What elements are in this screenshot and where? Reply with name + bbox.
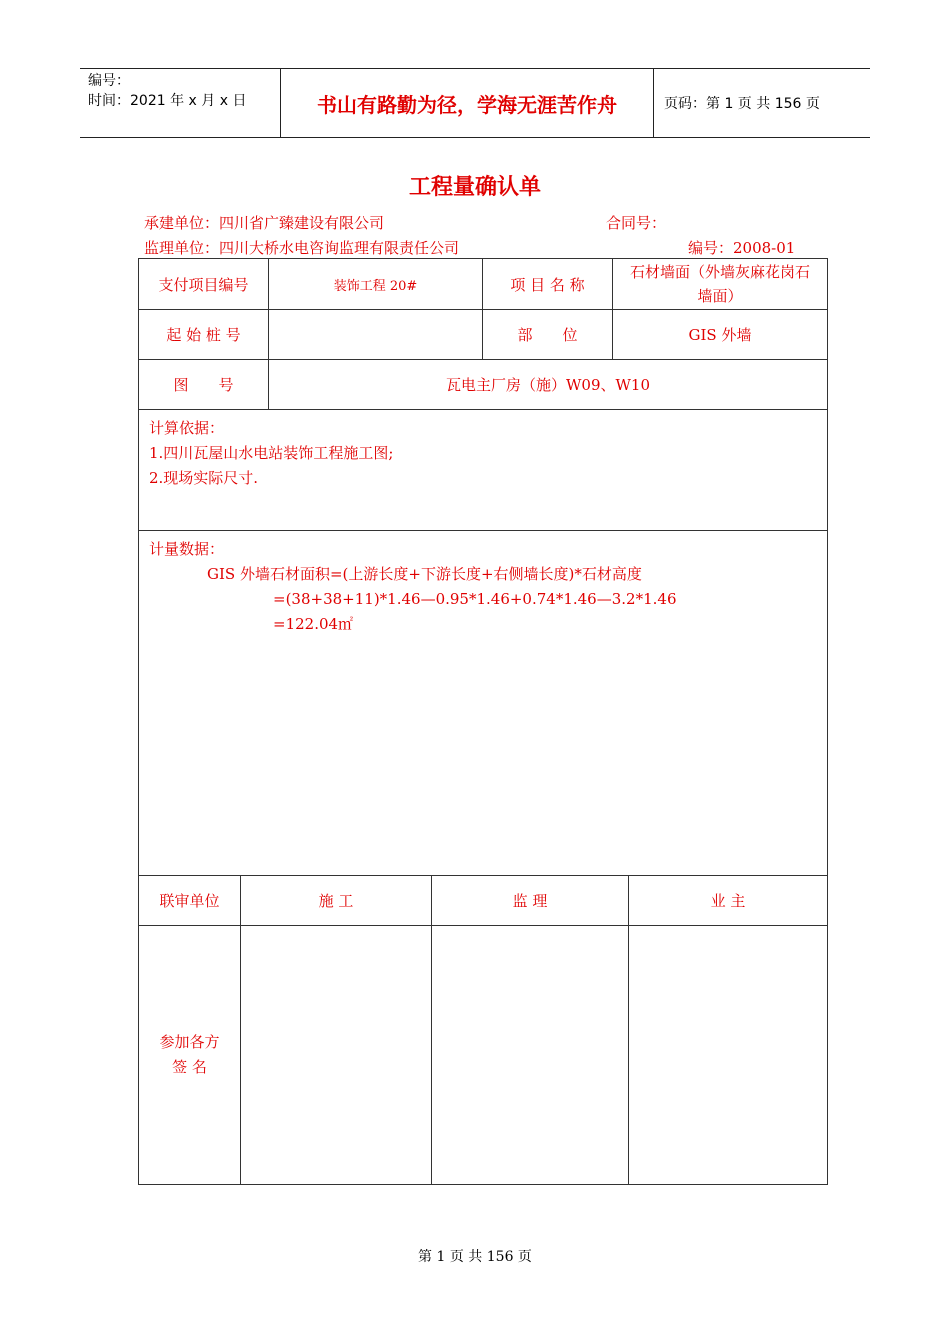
signatures-label-line-2: 签 名 [172,1058,207,1076]
table-row-review [139,876,827,926]
table-row-measurement [139,531,827,876]
table-row-basis [139,410,827,531]
signatures-label [139,926,241,1184]
contract-number: 合同号： [606,214,667,232]
station-value [269,310,483,359]
basis-label: 计算依据： [149,419,225,437]
contractor-info: 承建单位：四川省广臻建设有限公司 [144,214,385,232]
drawing-value: 瓦电主厂房（施）W09、W10 [445,376,650,394]
header-time: 时间：2021 年 x 月 x 日 [88,93,247,109]
page-header [80,68,870,138]
construction-header: 施 工 [241,876,432,925]
pay-item-label: 支付项目编号 [139,259,269,309]
supervision-header: 监 理 [432,876,629,925]
owner-signature [629,926,827,1184]
drawing-label: 图 号 [139,360,269,409]
signatures-label-line-1: 参加各方 [159,1033,220,1051]
pay-item-value: 装饰工程 20# [269,259,483,309]
part-value: GIS 外墙 [688,326,752,344]
formula-line-3: =122.04㎡ [273,615,354,633]
construction-signature [241,926,432,1184]
header-motto: 书山有路勤为径，学海无涯苦作舟 [281,69,654,137]
project-name-label: 项 目 名 称 [483,259,613,309]
header-meta [80,69,281,137]
supervision-signature [432,926,629,1184]
review-label: 联审单位 [139,876,241,925]
formula-line-2: =(38+38+11)*1.46—0.95*1.46+0.74*1.46—3.2*1.46 [273,590,677,608]
basis-item-1: 1.四川瓦屋山水电站装饰工程施工图; [149,444,394,462]
table-row-signatures [139,926,827,1184]
formula-line-1: GIS 外墙石材面积=(上游长度+下游长度+右侧墙长度)*石材高度 [207,565,642,583]
project-name-value: 石材墙面（外墙灰麻花岗石墙面） [629,263,810,305]
table-row-drawing [139,360,827,410]
calculation-basis [139,410,827,530]
supervisor-info: 监理单位：四川大桥水电咨询监理有限责任公司 [144,239,460,257]
table-row-station [139,310,827,360]
page-footer: 第 1 页 共 156 页 [418,1249,532,1265]
header-page-info: 页码：第 1 页 共 156 页 [664,96,820,112]
header-number: 编号： [88,73,130,89]
table-row-pay-item [139,259,827,310]
station-label: 起 始 桩 号 [139,310,269,359]
confirmation-table [138,258,828,1185]
measurement-data [139,531,827,875]
part-label: 部 位 [483,310,613,359]
serial-number: 编号：2008-01 [688,239,796,257]
measurement-label: 计量数据： [149,540,225,558]
basis-item-2: 2.现场实际尺寸. [149,469,259,487]
document-title: 工程量确认单 [408,175,541,200]
owner-header: 业 主 [710,892,746,910]
